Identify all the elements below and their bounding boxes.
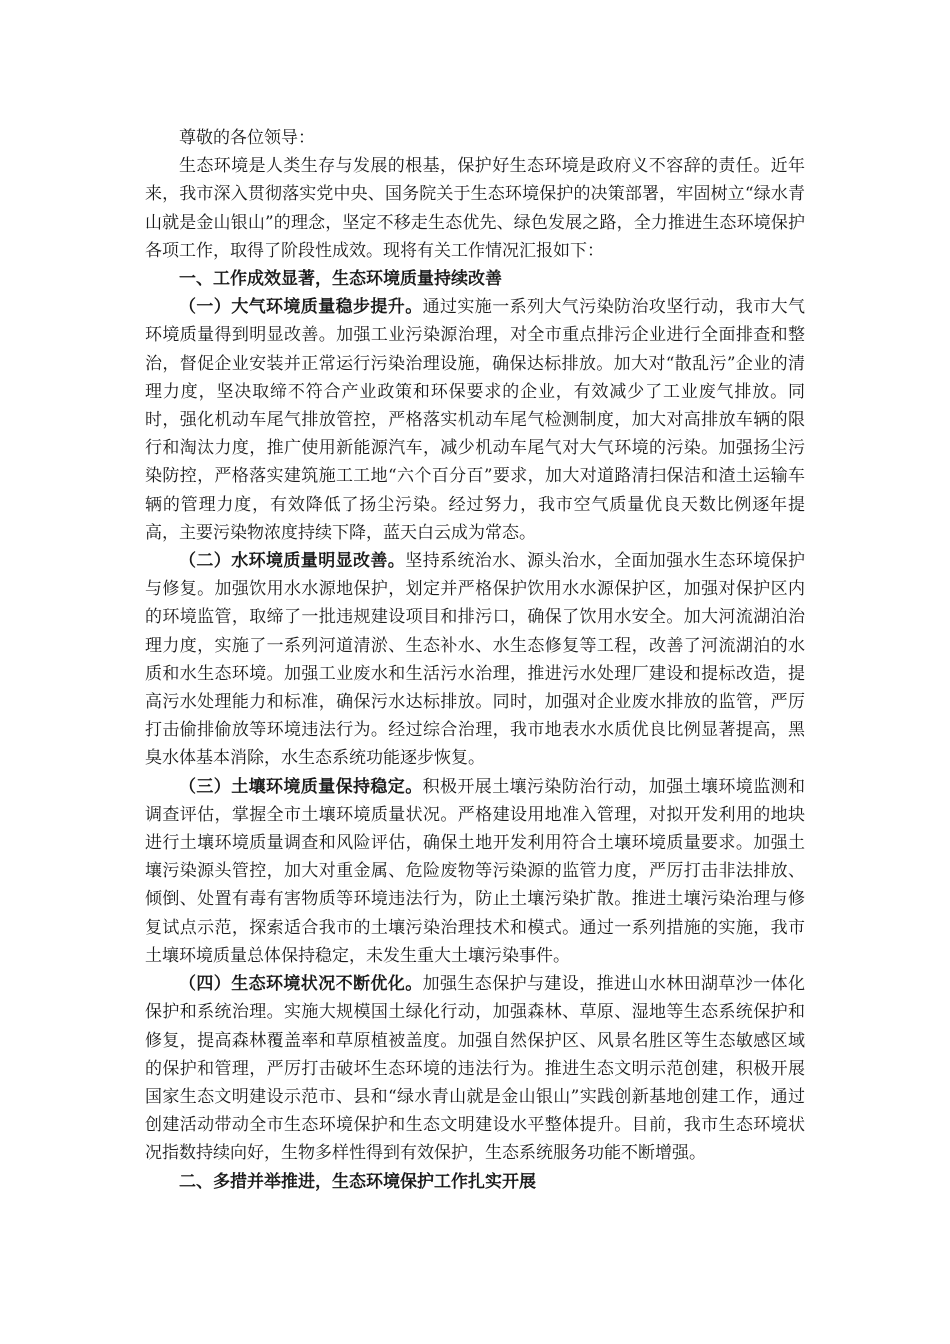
- paragraph-body: 积极开展土壤污染防治行动，加强土壤环境监测和调查评估，掌握全市土壤环境质量状况。严格建设用地准入管理，对拟开发利用的地块进行土壤环境质量调查和风险评估，确保土地开发利用符合土壤环境质量要求。加强土壤污染源头管控，加大对重金属、危险废物等污染源的监管力度，严厉打击非法排放、倾倒、处置有毒有害物质等环境违法行为，防止土壤污染扩散。推进土壤污染治理与修复试点示范，探索适合我市的土壤污染治理技术和模式。通过一系列措施的实施，我市土壤环境质量总体保持稳定，未发生重大土壤污染事件。: [145, 776, 806, 966]
- paragraph-soil-quality: [145, 773, 805, 970]
- paragraph-lead: （三）土壤环境质量保持稳定。: [179, 776, 423, 797]
- paragraph-lead: （二）水环境质量明显改善。: [179, 551, 406, 572]
- paragraph-lead: （一）大气环境质量稳步提升。: [179, 297, 423, 318]
- paragraph-ecology-status: [145, 970, 805, 1167]
- paragraph-body: 加强生态保护与建设，推进山水林田湖草沙一体化保护和系统治理。实施大规模国土绿化行动，加强森林、草原、湿地等生态系统保护和修复，提高森林覆盖率和草原植被盖度。加强自然保护区、风景名胜区等生态敏感区域的保护和管理，严厉打击破坏生态环境的违法行为。推进生态文明示范创建，积极开展国家生态文明建设示范市、县和“绿水青山就是金山银山”实践创新基地创建工作，通过创建活动带动全市生态环境保护和生态文明建设水平整体提升。目前，我市生态环境状况指数持续向好，生物多样性得到有效保护，生态系统服务功能不断增强。: [145, 974, 806, 1164]
- paragraph-water-quality: [145, 547, 805, 773]
- paragraph-body: 通过实施一系列大气污染防治攻坚行动，我市大气环境质量得到明显改善。加强工业污染源治理，对全市重点排污企业进行全面排查和整治，督促企业安装并正常运行污染治理设施，确保达标排放。加大对“散乱污”企业的清理力度，坚决取缔不符合产业政策和环保要求的企业，有效减少了工业废气排放。同时，强化机动车尾气排放管控，严格落实机动车尾气检测制度，加大对高排放车辆的限行和淘汰力度，推广使用新能源汽车，减少机动车尾气对大气环境的污染。加强扬尘污染防控，严格落实建筑施工工地“六个百分百”要求，加大对道路清扫保洁和渣土运输车辆的管理力度，有效降低了扬尘污染。经过努力，我市空气质量优良天数比例逐年提高，主要污染物浓度持续下降，蓝天白云成为常态。: [145, 297, 806, 543]
- paragraph-air-quality: [145, 293, 805, 547]
- intro-paragraph: 生态环境是人类生存与发展的根基，保护好生态环境是政府义不容辞的责任。近年来，我市深入贯彻落实党中央、国务院关于生态环境保护的决策部署，牢固树立“绿水青山就是金山银山”的理念，坚定不移走生态优先、绿色发展之路，全力推进生态环境保护各项工作，取得了阶段性成效。现将有关工作情况汇报如下：: [145, 156, 805, 261]
- greeting: 尊敬的各位领导：: [179, 128, 315, 148]
- paragraph-lead: （四）生态环境状况不断优化。: [179, 974, 423, 995]
- document-page: [145, 124, 805, 1196]
- paragraph-body: 坚持系统治水、源头治水，全面加强水生态环境保护与修复。加强饮用水水源地保护，划定并严格保护饮用水水源保护区，加强对保护区内的环境监管，取缔了一批违规建设项目和排污口，确保了饮用水安全。加大河流湖泊治理力度，实施了一系列河道清淤、生态补水、水生态修复等工程，改善了河流湖泊的水质和水生态环境。加强工业废水和生活污水治理，推进污水处理厂建设和提标改造，提高污水处理能力和标准，确保污水达标排放。同时，加强对企业废水排放的监管，严厉打击偷排偷放等环境违法行为。经过综合治理，我市地表水水质优良比例显著提高，黑臭水体基本消除，水生态系统功能逐步恢复。: [145, 551, 806, 769]
- section-heading-1: 一、工作成效显著，生态环境质量持续改善: [179, 269, 502, 290]
- section-heading-2: 二、多措并举推进，生态环境保护工作扎实开展: [179, 1171, 536, 1192]
